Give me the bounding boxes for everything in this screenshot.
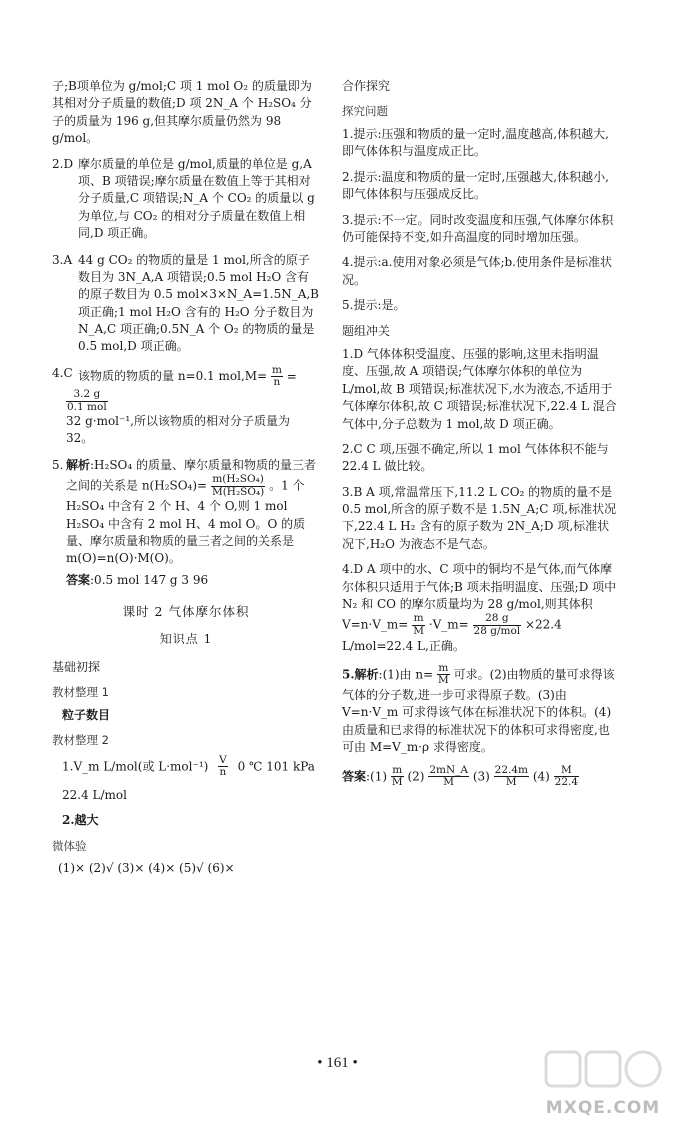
left-answer-2-text: 摩尔质量的单位是 g/mol,质量的单位是 g,A 项、B 项错误;摩尔质量在数值上等于其相对分子质量,C 项错误;N_A 个 CO₂ 的质量以 g 为单位,与 CO₂ 的相对分子质量在数值上相同,D 项正确。: [78, 156, 315, 241]
fraction-mass-over-mol: $\frac{3.2 g}{\text{0.1 mol}}$: [67, 387, 107, 413]
practice-5: 5.解析:(1)由 n= $\frac{m}{M}$ 可求。(2)由物质的量可求得该气体的分子数,进一步可求得原子数。(3)由 V=n·V_m 可求得该气体在标准状况下的体积。(4)由质量和已求得的标准状况下的体积可求得密度,也可由 M=V_m·ρ 求得密度。: [342, 661, 615, 755]
section-basic: 基础初探: [52, 659, 101, 674]
left-answer-4: [52, 365, 320, 448]
hint-1: 1.提示:压强和物质的量一定时,温度越高,体积越大,即气体体积与温度成正比。: [342, 127, 609, 159]
fraction-m-over-M: $\frac{m}{M}$: [413, 612, 424, 637]
textbook-1-answer: 粒子数目: [62, 707, 111, 722]
left-answer-5-number: 5.: [52, 457, 64, 472]
textbook-2-heading: 教材整理 2: [52, 733, 109, 748]
fraction-m-over-n: $\frac{m}{n}$: [271, 363, 282, 389]
left-answer-4-text-2: 32 g·mol⁻¹,所以该物质的相对分子质量为 32。: [66, 414, 290, 446]
section-cooperative: 合作探究: [342, 79, 391, 93]
left-answer-5-text: :H₂SO₄ 的质量、摩尔质量和物质的量三者之间的关系是 n(H₂SO₄)=: [66, 457, 317, 493]
hint-4: 4.提示:a.使用对象必须是气体;b.使用条件是标准状况。: [342, 255, 613, 287]
fraction-n-m-over-M: $\frac{m}{M}$: [438, 661, 449, 687]
left-answer-3-number: 3.A: [52, 252, 73, 267]
practice-3: 3.B A 项,常温常压下,11.2 L CO₂ 的物质的量不是 0.5 mol,所含的原子数不是 1.5N_A;C 项,标准状况下,22.4 L H₂ 含有的原子数为 2N_A;D 项,标准状况下,H₂O 为液态不是气态。: [342, 484, 617, 551]
section-practice: 题组冲关: [342, 323, 391, 338]
left-answer-5-label: 解析: [66, 457, 91, 472]
left-answer-5-text-2: 。1 个 H₂SO₄ 中含有 2 个 H、4 个 O,则 1 mol H₂SO₄ 中含有 2 mol H、4 mol O。O 的质量、摩尔质量和物质的量三者之间的关系是 m(O)=n(O)·M(O)。: [66, 478, 306, 566]
knowledge-point-title: 知识点 1: [159, 632, 213, 647]
left-answer-4-number: 4.C: [52, 365, 73, 380]
watermark-text: MXQE.COM: [545, 1098, 661, 1118]
hint-5: 5.提示:是。: [342, 298, 406, 313]
practice-1: 1.D 气体体积受温度、压强的影响,这里未指明温度、压强,故 A 项错误;气体摩尔体积的单位为 L/mol,故 B 项错误;标准状况下,水为液态,不适用于气体摩尔体积,故 C 项错误;标准状况下,22.4 L 混合气体中,分子总数为 1 mol,故 D 项正确。: [342, 346, 617, 431]
left-paragraph-continued: 子;B项单位为 g/mol;C 项 1 mol O₂ 的质量即为其相对分子质量的数值;D 项 2N_A 个 H₂SO₄ 分子的质量为 196 g,但其摩尔质量仍然为 98 g/mol。: [52, 79, 312, 146]
right-column: [342, 78, 618, 797]
answer-frac-1: $\frac{m}{M}$: [391, 763, 403, 789]
left-answer-3: [52, 252, 320, 356]
left-answer-2: [52, 156, 320, 243]
fraction-h2so4: $\frac{\text{m(H₂SO₄)}}{\text{M(H₂SO₄)}}$: [211, 473, 265, 498]
answer-frac-3: $\frac{22.4m}{M}$: [494, 763, 528, 789]
answer-frac-4: $\frac{M}{22.4}$: [554, 763, 579, 789]
hint-2: 2.提示:温度和物质的量一定时,压强越大,体积越小,即气体体积与压强成反比。: [342, 169, 609, 202]
left-answer-3-text: 44 g CO₂ 的物质的量是 1 mol,所含的原子数目为 3N_A,A 项错误;0.5 mol H₂O 含有的原子数目为 0.5 mol×3×N_A=1.5N_A,B 项正确;1 mol H₂O 含有的 H₂O 分子数目为 N_A,C 项正确;0.5N_A 个 O₂ 的物质的量是 0.5 mol,D 项正确。: [78, 252, 320, 354]
lesson-title: 课时 2 气体摩尔体积: [122, 604, 250, 620]
page-number: • 161 •: [317, 1055, 358, 1071]
practice-4: 4.D A 项中的水、C 项中的铜均不是气体,而气体摩尔体积只适用于气体;B 项未指明温度、压强;D 项中 N₂ 和 CO 的摩尔质量均为 28 g/mol,则其体积 V=n·V_m= $\frac{m}{M}$ ·V_m= $\frac{28 g}{\text{28 g/mol}}$ ×22.4 L/mol=22.4 L,正确。: [342, 562, 617, 653]
left-column: [52, 78, 320, 886]
fraction-v-over-n: $\frac{V}{n}$: [219, 753, 227, 779]
micro-experience-answers: (1)× (2)√ (3)× (4)× (5)√ (6)×: [58, 861, 235, 876]
hint-3: 3.提示:不一定。同时改变温度和压强,气体摩尔体积仍可能保持不变,如升高温度的同时增加压强。: [342, 212, 614, 245]
answer-frac-2: $\frac{2mN\_A}{M}$: [429, 763, 468, 789]
textbook-1-heading: 教材整理 1: [52, 685, 109, 700]
left-answer-4-text: 该物质的物质的量 n=0.1 mol,M=: [78, 369, 268, 384]
textbook-2-line-3: 2.越大: [62, 813, 99, 828]
practice-2: 2.C C 项,压强不确定,所以 1 mol 气体体积不能与 22.4 L 做比较。: [342, 441, 609, 474]
left-answer-5: [52, 457, 320, 589]
left-answer-5-result: 答案:0.5 mol 147 g 3 96: [66, 572, 209, 587]
practice-5-answer: 答案:(1) $\frac{m}{M}$ (2) $\frac{2mN\_A}{M}$ (3) $\frac{22.4m}{M}$ (4) $\frac{M}{22.4}$: [342, 763, 579, 789]
fraction-28g: $\frac{28 g}{\text{28 g/mol}}$: [473, 612, 521, 637]
left-answer-2-number: 2.D: [52, 156, 74, 171]
micro-experience-heading: 微体验: [52, 838, 87, 853]
equals-sign: =: [286, 369, 297, 384]
textbook-2-line-2: 22.4 L/mol: [62, 788, 127, 802]
textbook-2-line-1: 1.V_m L/mol(或 L·mol⁻¹) $\frac{V}{n}$ 0 ℃ 101 kPa: [62, 753, 315, 779]
section-questions: 探究问题: [342, 104, 388, 119]
